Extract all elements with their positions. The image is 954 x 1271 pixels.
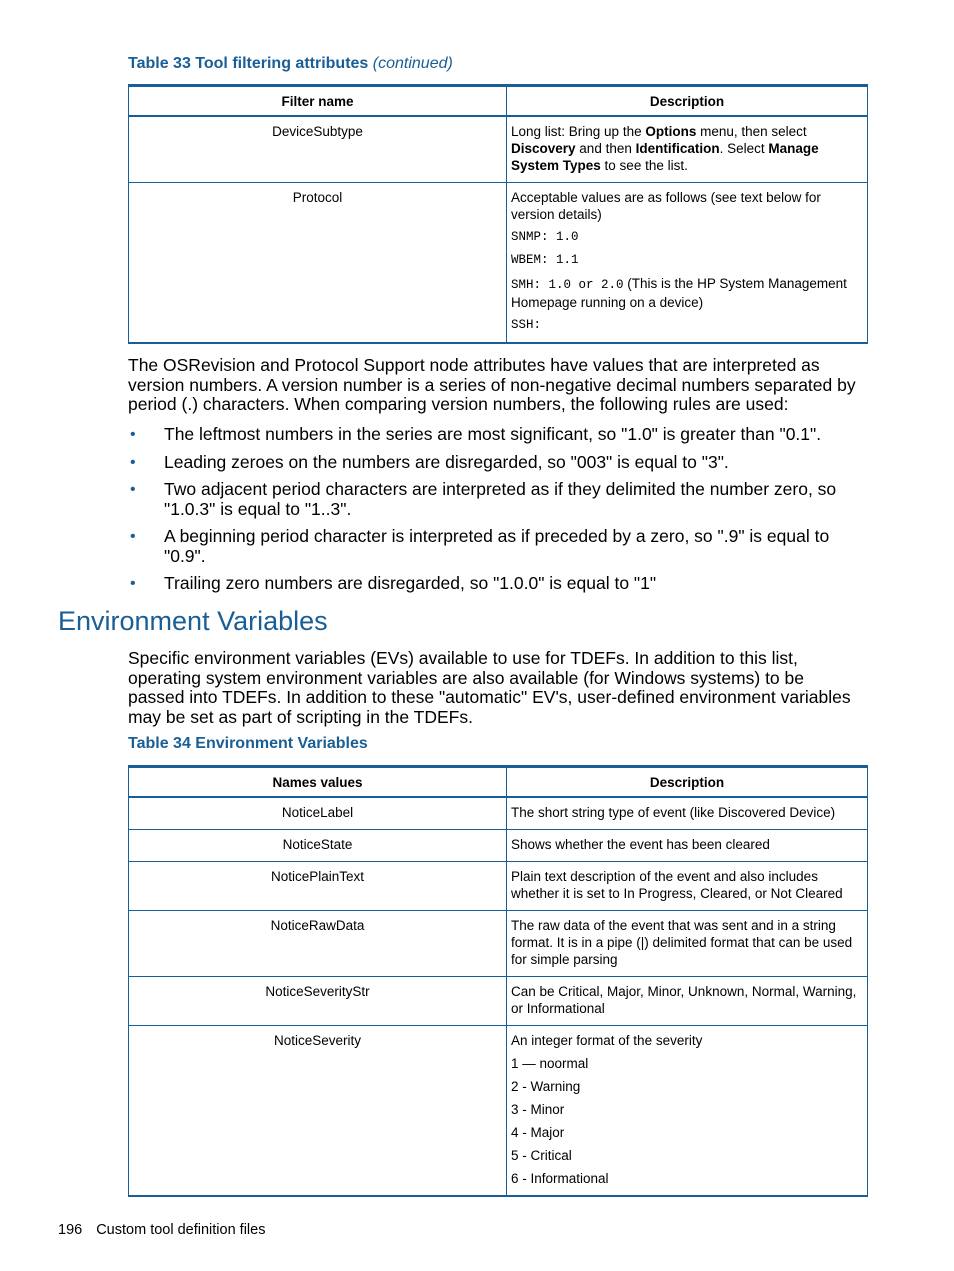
- list-item-text: Two adjacent period characters are interpreted as if they delimited the number zero, so "1.0.3" is equal to "1..3".: [164, 479, 837, 519]
- table-row: [129, 862, 868, 911]
- table-33-header-row: [129, 86, 868, 117]
- table-33-header-description: Description: [507, 86, 868, 117]
- env-description-cell: [507, 1026, 868, 1197]
- list-item: [128, 480, 858, 519]
- list-item-text: A beginning period character is interpreted as if preceded by a zero, so ".9" is equal to "0.9".: [164, 526, 830, 566]
- chapter-title: Custom tool definition files: [96, 1222, 266, 1238]
- table-34-header-row: [129, 767, 868, 798]
- section-paragraph: Specific environment variables (EVs) available to use for TDEFs. In addition to this list, operating system environment variables are also available (for Windows systems) to be passed into TDEFs. In addition to these "automatic" EV's, user-defined environment variables may be set as part of scripting in the TDEFs.: [128, 648, 851, 727]
- table-33: [128, 84, 868, 344]
- bullet-icon: •: [130, 575, 136, 592]
- table-33-caption: [128, 55, 453, 73]
- list-item-text: The leftmost numbers in the series are most significant, so "1.0" is greater than "0.1".: [164, 424, 822, 444]
- env-name-cell: NoticeRawData: [129, 911, 507, 977]
- desc-text: Long list: Bring up the: [511, 124, 646, 139]
- desc-text: to see the list.: [600, 158, 688, 173]
- version-rules-list: [128, 425, 858, 602]
- table-row: [129, 797, 868, 830]
- desc-text: . Select: [719, 141, 769, 156]
- severity-level: 5 - Critical: [511, 1148, 572, 1163]
- list-item: [128, 574, 858, 594]
- list-item: [128, 453, 858, 473]
- table-33-header-filter-name: Filter name: [129, 86, 507, 117]
- table-34-caption: Table 34 Environment Variables: [128, 735, 368, 752]
- env-name-cell: NoticeSeverity: [129, 1026, 507, 1197]
- protocol-wbem: WBEM: 1.1: [511, 253, 579, 267]
- table-row: [129, 911, 868, 977]
- intro-paragraph: The OSRevision and Protocol Support node attributes have values that are interpreted as version numbers. A version number is a series of non-negative decimal numbers separated by period (.) characters. When comparing version numbers, the following rules are used:: [128, 355, 856, 414]
- table-34: [128, 765, 868, 1197]
- severity-level: 2 - Warning: [511, 1079, 581, 1094]
- bullet-icon: •: [130, 528, 136, 545]
- table-row: [129, 977, 868, 1026]
- env-name-cell: NoticeLabel: [129, 797, 507, 830]
- env-name-cell: NoticePlainText: [129, 862, 507, 911]
- protocol-smh-code: SMH: 1.0 or 2.0: [511, 278, 624, 292]
- severity-level: 1 — noormal: [511, 1056, 589, 1071]
- env-name-cell: NoticeState: [129, 830, 507, 862]
- bullet-icon: •: [130, 481, 136, 498]
- table-33-caption-continued: (continued): [372, 55, 453, 72]
- list-item: [128, 425, 858, 445]
- bullet-icon: •: [130, 426, 136, 443]
- table-row: [129, 830, 868, 862]
- description-cell: [507, 116, 868, 183]
- protocol-smh: [511, 275, 863, 311]
- severity-intro: An integer format of the severity: [511, 1033, 703, 1048]
- env-description-cell: The short string type of event (like Discovered Device): [507, 797, 868, 830]
- page-footer: [58, 1222, 265, 1238]
- severity-level: 3 - Minor: [511, 1102, 565, 1117]
- table-row: [129, 183, 868, 344]
- bullet-icon: •: [130, 453, 136, 471]
- table-34-header-description: Description: [507, 767, 868, 798]
- protocol-intro: Acceptable values are as follows (see text below for version details): [511, 190, 821, 222]
- env-description-cell: The raw data of the event that was sent and in a string format. It is in a pipe (|) delimited format that can be used for simple parsing: [507, 911, 868, 977]
- list-item-text: Leading zeroes on the numbers are disregarded, so "003" is equal to "3".: [164, 451, 729, 472]
- table-34-header-names: Names values: [129, 767, 507, 798]
- list-item: [128, 527, 858, 566]
- desc-text: menu, then select: [696, 124, 807, 139]
- section-title: Environment Variables: [58, 606, 328, 636]
- page-number: 196: [58, 1222, 83, 1238]
- desc-text: and then: [575, 141, 636, 156]
- table-row: [129, 116, 868, 183]
- table-row: [129, 1026, 868, 1197]
- env-description-cell: Can be Critical, Major, Minor, Unknown, Normal, Warning, or Informational: [507, 977, 868, 1026]
- desc-bold-identification: Identification: [635, 141, 720, 156]
- desc-bold-options: Options: [645, 124, 697, 139]
- filter-name-cell: DeviceSubtype: [129, 116, 507, 183]
- table-33-caption-title: Table 33 Tool filtering attributes: [128, 55, 369, 72]
- description-cell: [507, 183, 868, 344]
- env-description-cell: Shows whether the event has been cleared: [507, 830, 868, 862]
- desc-bold-manage-system-types: Manage System Types: [511, 141, 819, 173]
- env-name-cell: NoticeSeverityStr: [129, 977, 507, 1026]
- protocol-snmp: SNMP: 1.0: [511, 230, 579, 244]
- list-item-text: Trailing zero numbers are disregarded, so "1.0.0" is equal to "1": [164, 573, 657, 593]
- desc-bold-discovery: Discovery: [511, 141, 576, 156]
- protocol-smh-text: (This is the HP System Management Homepage running on a device): [511, 276, 847, 310]
- env-description-cell: Plain text description of the event and also includes whether it is set to In Progress, Cleared, or Not Cleared: [507, 862, 868, 911]
- severity-level: 4 - Major: [511, 1125, 565, 1140]
- severity-level: 6 - Informational: [511, 1171, 609, 1186]
- filter-name-cell: Protocol: [129, 183, 507, 344]
- protocol-ssh: SSH:: [511, 318, 542, 332]
